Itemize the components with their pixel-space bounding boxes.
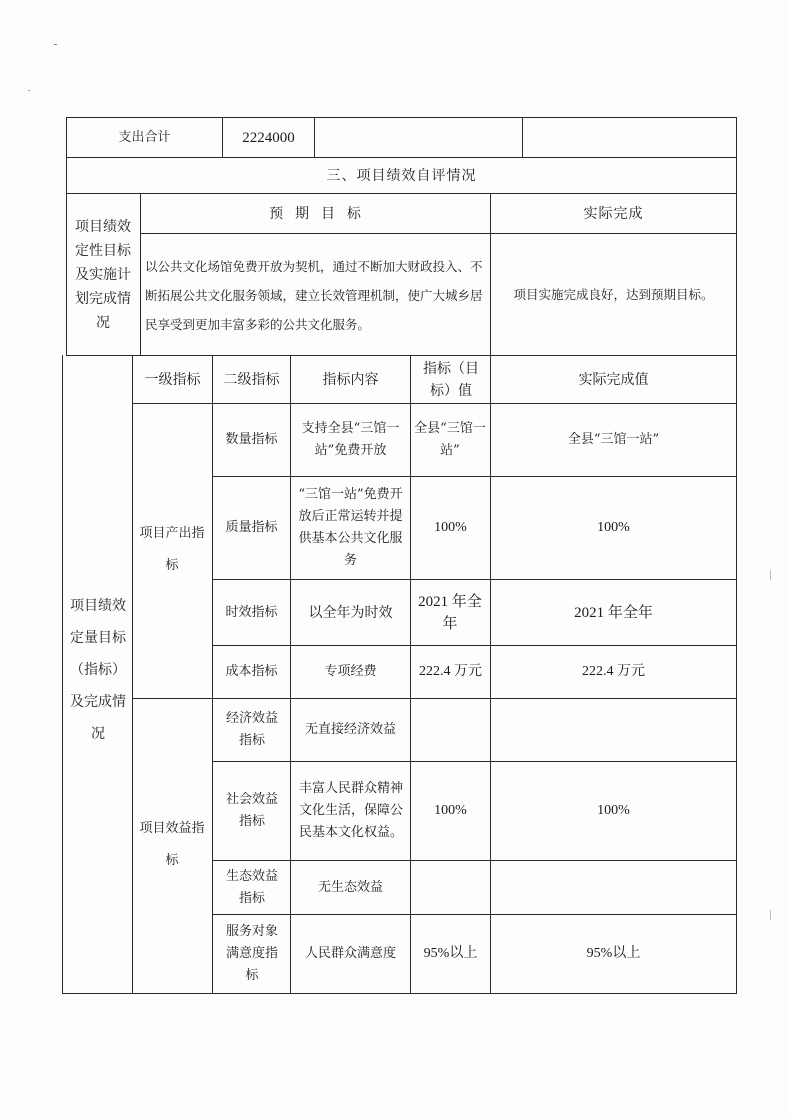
actual-cell xyxy=(491,699,736,761)
level2-cell: 经济效益指标 xyxy=(225,711,278,748)
content-cell: 以全年为时效 xyxy=(308,604,393,621)
content-cell: 无生态效益 xyxy=(317,879,383,895)
qualitative-row-label: 项目绩效定性目标及实施计划完成情况 xyxy=(75,219,131,331)
content-cell: 无直接经济效益 xyxy=(304,722,396,737)
content-cell: 丰富人民群众精神文化生活，保障公民基本文化权益。 xyxy=(298,781,403,840)
table-right-border xyxy=(736,117,737,994)
col-header-level1: 一级指标 xyxy=(144,371,201,388)
actual-cell: 100% xyxy=(597,803,630,818)
col-header-actual: 实际完成值 xyxy=(578,371,649,388)
actual-cell: 2021 年全年 xyxy=(574,604,653,621)
level2-cell: 服务对象满意度指标 xyxy=(225,924,278,983)
scan-speck xyxy=(54,44,57,45)
target-cell: 2021 年全年 xyxy=(418,593,482,632)
section-title: 三、项目绩效自评情况 xyxy=(326,167,477,184)
target-cell xyxy=(411,861,490,914)
level2-cell: 社会效益指标 xyxy=(225,792,278,829)
target-cell xyxy=(411,699,490,761)
expected-goal-text: 以公共文化场馆免费开放为契机，通过不断加大财政投入、不断拓展公共文化服务领域，建立长效管理机制，使广大城乡居民享受到更加丰富多彩的公共文化服务。 xyxy=(145,258,483,332)
content-cell: 专项经费 xyxy=(324,664,377,679)
target-cell: 95%以上 xyxy=(423,946,478,961)
scan-speck xyxy=(770,910,771,920)
col-header-target: 指标（目标）值 xyxy=(423,360,479,399)
target-cell: 100% xyxy=(434,803,467,818)
col-header-level2: 二级指标 xyxy=(223,371,280,388)
table-left-border xyxy=(62,355,63,994)
quantitative-row-label: 项目绩效定量目标（指标）及完成情况 xyxy=(70,598,126,742)
table-bottom-border xyxy=(62,993,736,994)
col-header-content: 指标内容 xyxy=(322,371,379,388)
content-cell: 人民群众满意度 xyxy=(304,946,396,961)
content-cell: “三馆一站”免费开放后正常运转并提供基本公共文化服务 xyxy=(298,487,403,568)
scan-speck xyxy=(770,570,771,580)
actual-completion-text: 项目实施完成良好，达到预期目标。 xyxy=(513,287,714,302)
actual-cell: 100% xyxy=(597,520,630,535)
expense-total-value: 2224000 xyxy=(242,129,295,146)
expense-total-label: 支出合计 xyxy=(118,129,171,145)
target-cell: 222.4 万元 xyxy=(419,664,482,679)
actual-cell: 全县“三馆一站” xyxy=(567,432,660,447)
level2-cell: 成本指标 xyxy=(225,664,278,679)
expected-goal-header: 预 期 目 标 xyxy=(269,205,362,222)
col-divider xyxy=(314,117,315,158)
level2-cell: 时效指标 xyxy=(225,604,278,620)
target-cell: 100% xyxy=(434,520,467,535)
level1-output-indicators: 项目产出指标 xyxy=(139,526,205,573)
col-divider xyxy=(522,117,523,158)
level2-cell: 生态效益指标 xyxy=(225,868,278,906)
target-cell: 全县“三馆一站” xyxy=(414,421,486,458)
col-divider xyxy=(132,355,133,994)
row-divider xyxy=(140,233,736,234)
scan-speck xyxy=(28,90,30,91)
actual-completion-header: 实际完成 xyxy=(583,205,644,222)
level2-cell: 质量指标 xyxy=(225,520,278,535)
level1-benefit-indicators: 项目效益指标 xyxy=(139,821,205,868)
level2-cell: 数量指标 xyxy=(225,432,278,447)
actual-cell: 222.4 万元 xyxy=(582,664,645,679)
content-cell: 支持全县“三馆一站”免费开放 xyxy=(301,421,400,458)
actual-cell xyxy=(491,861,736,914)
actual-cell: 95%以上 xyxy=(586,946,641,961)
